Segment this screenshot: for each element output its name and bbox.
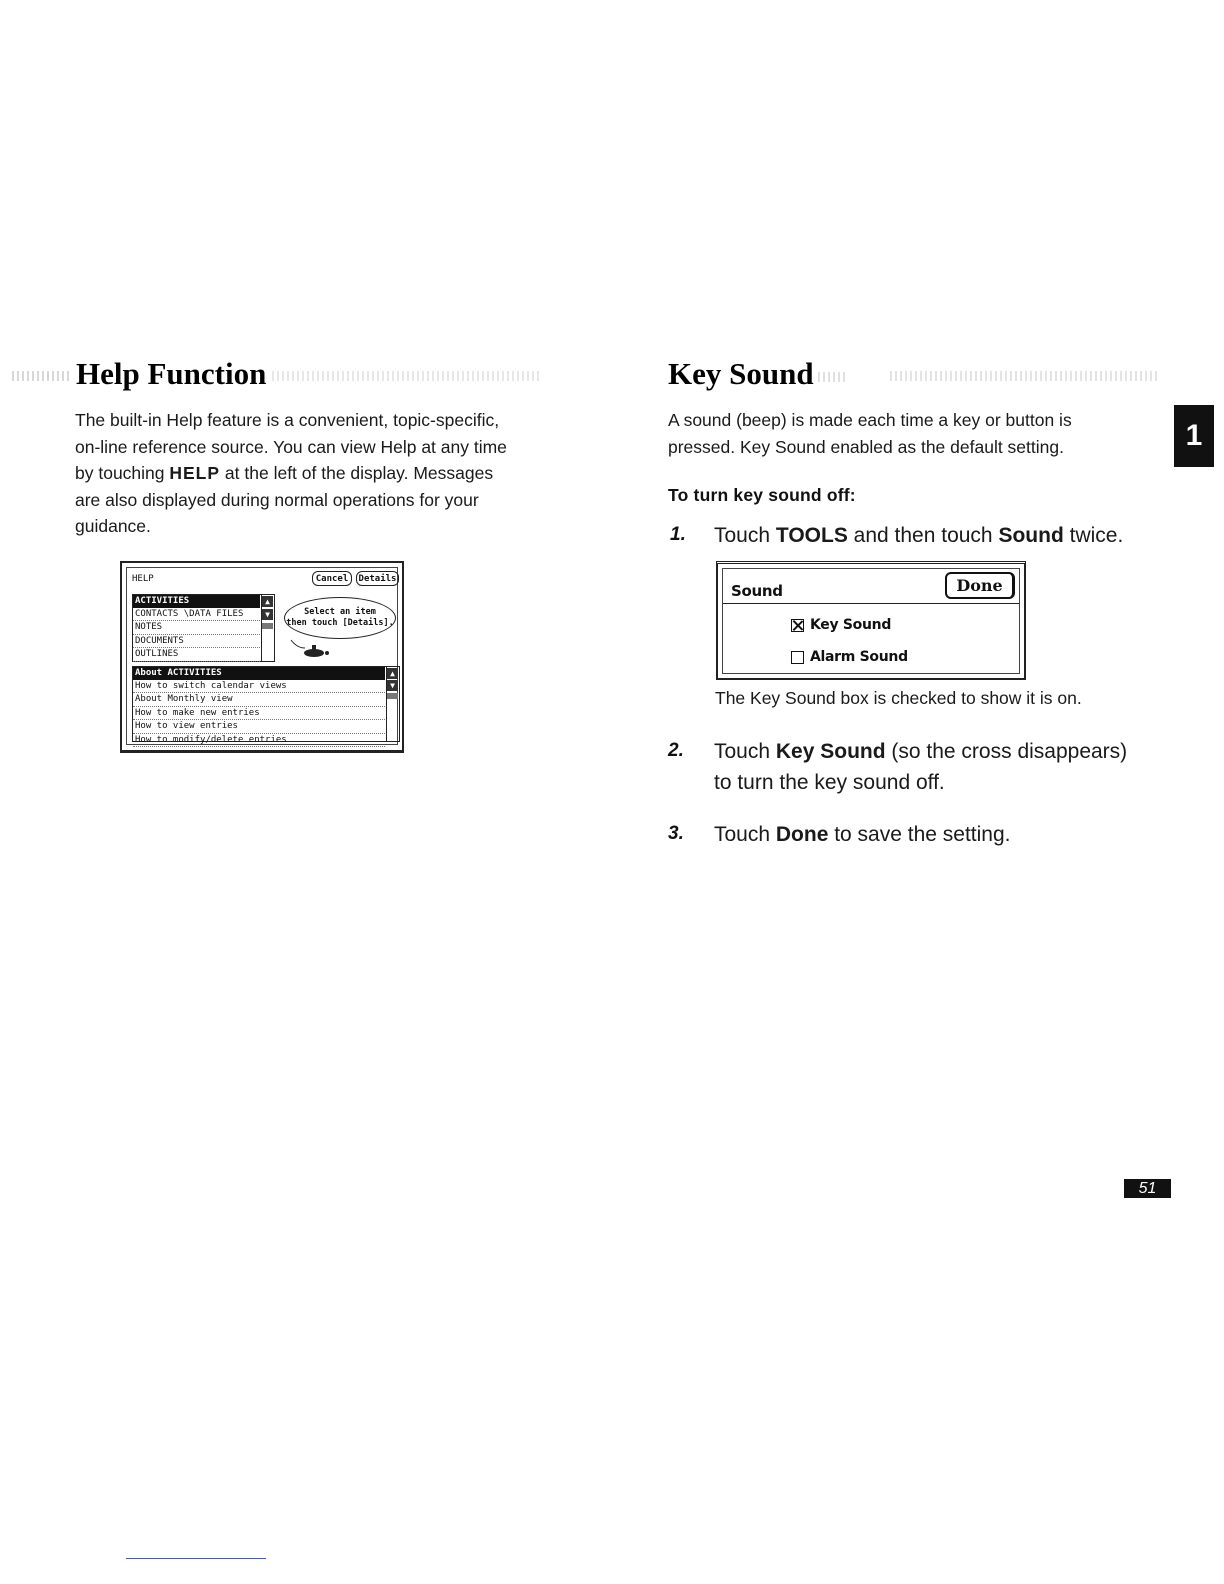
sound-heading: Key Sound <box>668 356 814 391</box>
sound-subheading: To turn key sound off: <box>668 485 856 505</box>
step-keyword: Done <box>775 823 829 846</box>
bubble-text: Select an item <box>304 607 376 617</box>
alarm-sound-option[interactable] <box>791 649 908 665</box>
help-text: at the left of the display. Messages <box>220 463 494 483</box>
category-scrollbar[interactable] <box>261 595 274 661</box>
help-line: The built-in Help feature is a convenient, topic-specific, <box>75 410 500 430</box>
speech-bubble <box>284 597 396 639</box>
list-item[interactable]: How to make new entries <box>133 707 385 721</box>
cancel-button[interactable]: Cancel <box>312 571 352 586</box>
step-part: Touch <box>714 823 776 846</box>
category-list <box>132 594 275 662</box>
heading-decoration <box>818 372 848 382</box>
key-sound-option[interactable] <box>791 617 891 633</box>
heading-decoration <box>890 371 1160 381</box>
details-button[interactable]: Details <box>356 571 399 586</box>
help-screen-illustration <box>120 561 404 753</box>
scroll-down-icon[interactable]: ▼ <box>387 680 398 691</box>
help-line: on-line reference source. You can view Help at any time <box>75 436 507 457</box>
list-item[interactable]: CONTACTS \DATA FILES <box>133 608 260 622</box>
help-paragraph <box>75 407 565 540</box>
help-line: are also displayed during normal operations for your <box>75 489 479 510</box>
scroll-thumb[interactable] <box>387 693 398 699</box>
sound-dialog-frame <box>722 568 1020 674</box>
sound-line: A sound (beep) is made each time a key or button is <box>668 410 1072 430</box>
step-part: Touch <box>714 740 776 763</box>
scroll-up-icon[interactable]: ▲ <box>387 668 398 679</box>
sound-dialog-title: Sound <box>731 582 783 600</box>
sound-dialog-illustration <box>716 561 1026 680</box>
list-item[interactable]: NOTES <box>133 621 260 635</box>
list-item[interactable]: ACTIVITIES <box>133 595 260 608</box>
help-line: guidance. <box>75 516 151 536</box>
step-number: 1. <box>670 524 686 545</box>
sound-line: pressed. Key Sound enabled as the default setting. <box>668 436 1064 457</box>
list-item[interactable]: How to switch calendar views <box>133 680 385 694</box>
list-item[interactable]: About Monthly view <box>133 693 385 707</box>
mascot-icon <box>287 638 337 662</box>
help-text: by touching <box>75 463 170 483</box>
key-sound-label: Key Sound <box>810 617 892 633</box>
topic-list <box>132 666 400 745</box>
page-number: 51 <box>1124 1179 1171 1198</box>
chapter-tab: 1 <box>1174 405 1214 467</box>
step-line: to turn the key sound off. <box>714 771 945 794</box>
step-text <box>714 738 1127 797</box>
step-line <box>714 738 1127 766</box>
help-heading: Help Function <box>76 356 267 391</box>
topic-scrollbar[interactable] <box>386 667 399 741</box>
sound-paragraph <box>668 407 1148 460</box>
step-keyword: TOOLS <box>775 524 848 547</box>
done-button[interactable]: Done <box>945 572 1015 599</box>
step-number: 2. <box>668 740 684 761</box>
step-number: 3. <box>668 823 684 844</box>
step-part: to save the setting. <box>828 823 1011 846</box>
footer-rule <box>126 1558 266 1559</box>
checkbox-empty-icon[interactable] <box>791 651 804 664</box>
step-keyword: Key Sound <box>775 740 886 763</box>
step-part: Touch <box>714 524 776 547</box>
step-keyword: Sound <box>998 524 1064 547</box>
help-line <box>75 460 565 487</box>
help-screen-frame <box>126 567 398 745</box>
divider <box>723 603 1019 604</box>
step-part: (so the cross disappears) <box>885 740 1128 763</box>
heading-decoration <box>272 371 542 381</box>
list-item[interactable]: About ACTIVITIES <box>133 667 385 680</box>
scroll-up-icon[interactable]: ▲ <box>262 596 273 607</box>
heading-decoration <box>12 371 70 381</box>
step-text <box>714 522 1123 550</box>
list-item[interactable]: How to modify/delete entries <box>133 734 385 748</box>
scroll-down-icon[interactable]: ▼ <box>262 609 273 620</box>
bubble-text: then touch [Details]. <box>286 618 394 628</box>
help-screen-title: HELP <box>132 574 154 584</box>
scroll-thumb[interactable] <box>262 623 273 629</box>
list-item[interactable]: OUTLINES <box>133 648 260 662</box>
dialog-caption: The Key Sound box is checked to show it is on. <box>715 688 1082 708</box>
step-text <box>714 821 1010 849</box>
step-part: and then touch <box>847 524 999 547</box>
checkbox-checked-icon[interactable] <box>791 619 804 632</box>
alarm-sound-label: Alarm Sound <box>810 649 908 665</box>
help-keyword: HELP <box>169 463 221 483</box>
list-item[interactable]: DOCUMENTS <box>133 635 260 649</box>
step-part: twice. <box>1063 524 1124 547</box>
list-item[interactable]: How to view entries <box>133 720 385 734</box>
